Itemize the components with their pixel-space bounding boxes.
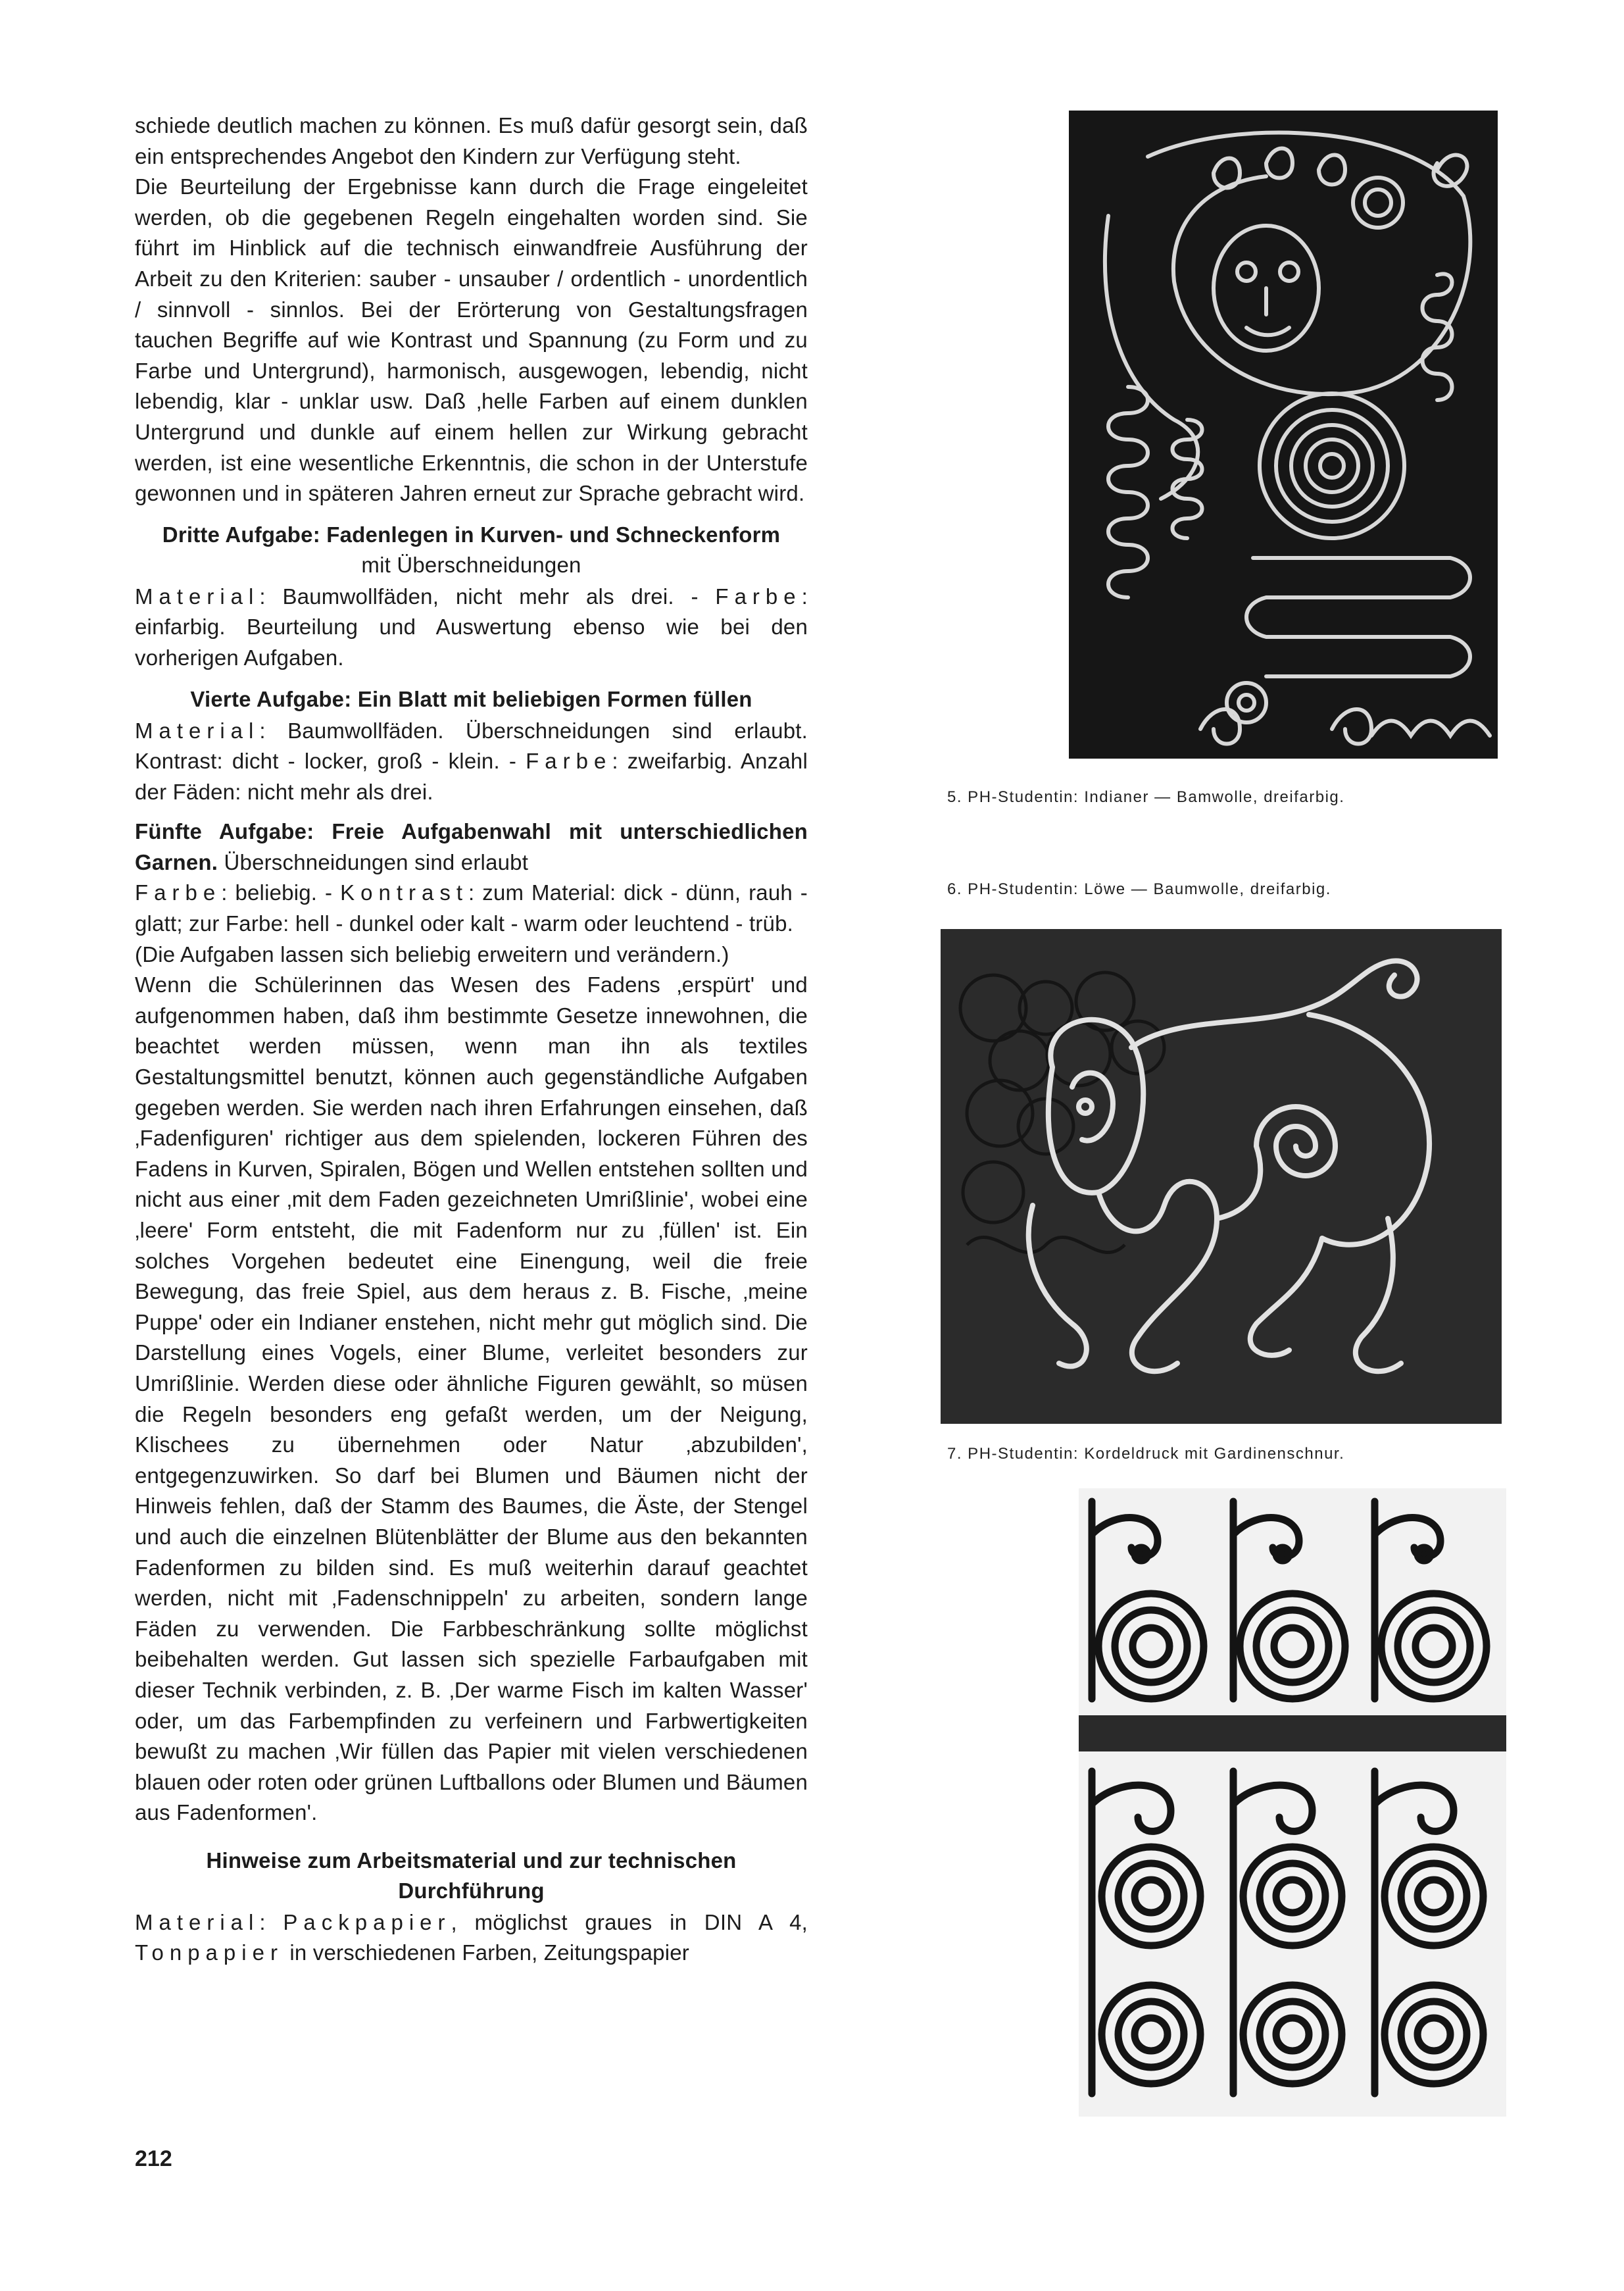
label-farbe: Farbe	[526, 749, 612, 774]
text-farbe: : einfarbig. Beurteilung und Auswertung ebenso wie bei den vorherigen Aufgaben.	[135, 584, 808, 670]
label-kontrast: Kontrast	[340, 880, 469, 905]
caption-figure-7: 7. PH-Studentin: Kordeldruck mit Gardinenschnur.	[947, 1445, 1345, 1463]
text-hinweise-b: in verschiedenen Farben, Zeitungspapier	[289, 1940, 689, 1965]
figure-6-artwork	[941, 929, 1502, 1424]
caption-figure-6: 6. PH-Studentin: Löwe — Baumwolle, dreifarbig.	[947, 880, 1331, 898]
label-material: Material	[135, 1909, 260, 1934]
paragraph-body-long: Wenn die Schülerinnen das Wesen des Fadens ‚erspürt' und aufgenommen haben, daß ihm bestimmte Gesetze innewohnen, die beachtet werden müssen, wenn man ihn als textiles Gestaltungsmittel benutzt, können auch gegenständliche Aufgaben gegeben werden. Sie werden nach ihren Erfahrungen einsehen, daß ‚Fadenfiguren' richtiger aus dem spielenden, lockeren Führen des Fadens in Kurven, Spiralen, Bögen und Wellen entstehen sollten und nicht aus einer ‚mit dem Faden gezeichneten Umrißlinie', wobei eine ‚leere' Form entsteht, die mit Fadenform nur zu ‚füllen' ist. Ein solches Vorgehen bedeutet eine Einengung, weil die freie Bewegung, das freie Spiel, aus dem heraus z. B. Fische, ‚meine Puppe' oder ein Indianer enstehen, nicht mehr gut möglich sind. Die Darstellung eines Vogels, einer Blume, verleitet besonders zur Umrißlinie. Werden diese oder ähnliche Figuren gewählt, so müsen die Regeln besonders eng gefaßt werden, um der Neigung, Klischees zu übernehmen oder Natur ‚abzubilden', entgegenzuwirken. So darf bei Blumen und Bäumen nicht der Hinweis fehlen, daß der Stamm des Baumes, die Äste, der Stengel und auch die einzelnen Blütenblätter der Blume aus den bekannten Fadenformen zu bilden sind. Es muß weiterhin darauf geachtet werden, nicht mit ‚Fadenschnippeln' zu arbeiten, sondern lange Fäden zu verwenden. Die Farbbeschränkung sollte möglichst beibehalten werden. Gut lassen sich spezielle Farbaufgaben mit dieser Technik verbinden, z. B. ‚Der warme Fisch im kalten Wasser' oder, um das Farbempfinden zu verfeinern und Farbwertigkeiten bewußt zu machen ‚Wir füllen das Papier mit vielen verschiedenen blauen oder roten oder grünen Luftballons oder Blumen und Bäumen aus Fadenformen'.	[135, 972, 808, 1825]
page-number: 212	[135, 2146, 172, 2171]
text-hinweise-a: , möglichst graues in DIN A 4,	[451, 1909, 808, 1934]
figure-7-artwork	[1079, 1488, 1506, 2117]
text-farbe: : zweifarbig. Anzahl der Fäden: nicht mehr als drei.	[135, 749, 808, 804]
heading-hinweise	[135, 1846, 808, 1906]
label-material: Material	[135, 584, 260, 609]
heading-task-3-sub: mit Überschneidungen	[361, 552, 581, 577]
heading-task-5	[135, 817, 808, 878]
main-text-column	[135, 111, 808, 1969]
heading-task-5-title: Fünfte Aufgabe: Freie Aufgabenwahl mit unterschiedlichen Garnen.	[135, 819, 808, 874]
label-tonpapier: Tonpapier	[135, 1940, 283, 1965]
paragraph-evaluation: Die Beurteilung der Ergebnisse kann durch die Frage eingeleitet werden, ob die gegebenen Regeln eingehalten worden sind. Sie führt im Hinblick auf die technisch einwandfreie Ausführung der Arbeit zu den Kriterien: sauber - unsauber / ordentlich - unordentlich / sinnvoll - sinnlos. Bei der Erörterung von Gestaltungsfragen tauchen Begriffe auf wie Kontrast und Spannung (zu Form und zu Farbe und Untergrund), harmonisch, ausgewogen, lebendig, nicht lebendig, klar - unklar usw. Daß ‚helle Farben auf einem dunklen Untergrund und dunkle auf einem hellen zur Wirkung gebracht werden, ist eine wesentliche Erkenntnis, die schon in der Unterstufe gewonnen und in späteren Jahren erneut zur Sprache gebracht wird.	[135, 174, 808, 506]
paragraph-task-5	[135, 878, 808, 939]
text-farbe: : beliebig. -	[221, 880, 333, 905]
heading-task-3	[135, 520, 808, 580]
label-packpapier: Packpapier	[283, 1909, 451, 1934]
paragraph-intro: schiede deutlich machen zu können. Es muß dafür gesorgt sein, daß ein entsprechendes Angebot den Kindern zur Verfügung steht.	[135, 113, 808, 168]
label-farbe: Farbe	[135, 880, 222, 905]
heading-hinweise-line1: Hinweise zum Arbeitsmaterial und zur technischen	[206, 1848, 737, 1873]
caption-figure-5: 5. PH-Studentin: Indianer — Bamwolle, dreifarbig.	[947, 788, 1345, 806]
label-farbe: Farbe	[715, 584, 802, 609]
paragraph-task-4	[135, 716, 808, 808]
paragraph-hinweise: Material: Packpapier, möglichst graues in DIN A 4, Tonpapier in verschiedenen Farben, Zeitungspapier	[135, 1909, 808, 1965]
paragraph-task-note: (Die Aufgaben lassen sich beliebig erweitern und verändern.)	[135, 942, 729, 967]
heading-task-5-rest: Überschneidungen sind erlaubt	[224, 849, 529, 874]
heading-task-3-title: Dritte Aufgabe: Fadenlegen in Kurven- und Schneckenform	[162, 522, 781, 547]
text-material: : Baumwollfäden. Überschneidungen sind erlaubt. Kontrast: dicht - locker, groß - klein. -	[135, 718, 808, 774]
heading-task-4: Vierte Aufgabe: Ein Blatt mit beliebigen Formen füllen	[190, 686, 752, 711]
text-material: : Baumwollfäden, nicht mehr als drei. -	[259, 584, 699, 609]
figure-5-indianer	[1069, 111, 1498, 759]
paragraph-task-3	[135, 582, 808, 674]
label-material: Material	[135, 718, 260, 743]
heading-hinweise-line2: Durchführung	[398, 1878, 545, 1903]
figure-6-loewe	[941, 929, 1502, 1424]
text-kontrast: : zum Material: dick - dünn, rauh - glatt; zur Farbe: hell - dunkel oder kalt - warm oder leuchtend - trüb.	[135, 880, 808, 936]
figure-7-kordeldruck	[1079, 1488, 1506, 2117]
figure-5-artwork	[1069, 111, 1498, 759]
